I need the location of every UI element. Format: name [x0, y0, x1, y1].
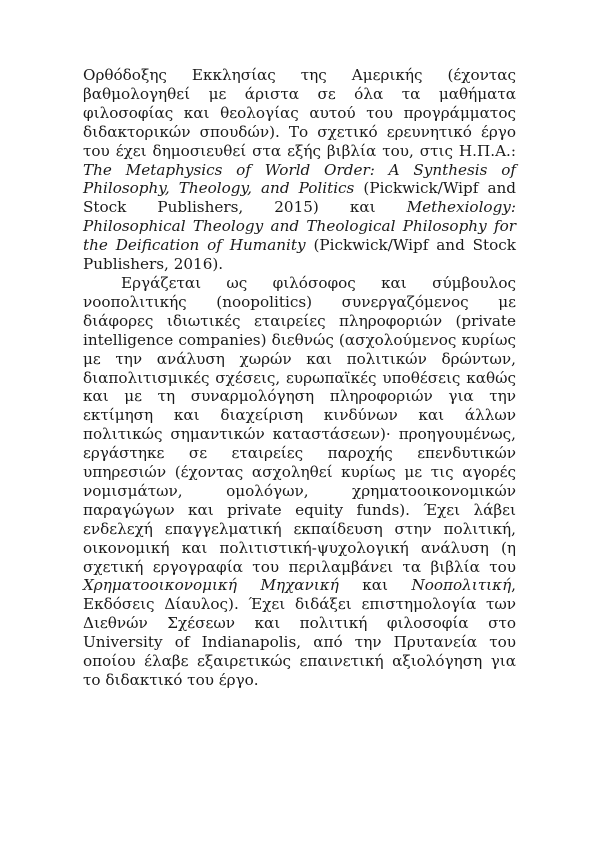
paragraph-education-publications — [83, 66, 516, 274]
paragraph-2-text-2: , Εκδόσεις Δίαυλος). Έχει διδάξει επιστημολογία των Διεθνών Σχέσεων και πολιτική φιλοσοφία στο University of Indianapolis, από την Πρυτανεία του οποίου έλαβε εξαιρετικώς επαινετική αξιολόγηση για το διδακτικό του έργο. — [83, 576, 516, 689]
book-title-methexiology: Methexiology: Philosophical Theology and Theological Philosophy for the Deification of Humanity — [83, 198, 516, 255]
paragraph-1-text-3: (Pickwick/Wipf and Stock Publishers, 2016). — [83, 236, 516, 274]
paragraph-2-text-1: Εργάζεται ως φιλόσοφος και σύμβουλος νοοπολιτικής (noopolitics) συνεργαζόμενος με διάφορες ιδιωτικές εταιρείες πληροφοριών (private intelligence companies) διεθνώς (ασχολούμενος κυρίως με την ανάλυση χωρών και πολιτικών δρώντων, διαπολιτισμικές σχέσεις, ευρωπαϊκές υποθέσεις καθώς και με τη συναρμολόγηση πληροφοριών για την εκτίμηση και διαχείριση κινδύνων και άλλων πολιτικώς σημαντικών καταστάσεων)· προηγουμένως, εργάστηκε σε εταιρείες παροχής επενδυτικών υπηρεσιών (έχοντας ασχοληθεί κυρίως με τις αγορές νομισμάτων, ομολόγων, χρηματοοικονομικών παραγώγων και private equity funds). Έχει λάβει ενδελεχή επαγγελματική εκπαίδευση στην πολιτική, οικονομική και πολιτιστική-ψυχολογική ανάλυση (η σχετική εργογραφία του περιλαμβάνει τα βιβλία του — [83, 273, 516, 576]
paragraph-1-text-2: (Pickwick/Wipf and Stock Publishers, 2015) και — [83, 179, 517, 217]
paragraph-1-text-1: Ορθόδοξης Εκκλησίας της Αμερικής (έχοντας βαθμολογηθεί με άριστα σε όλα τα μαθήματα φιλοσοφίας και θεολογίας αυτού του προγράμματος διδακτορικών σπουδών). Το σχετικό ερευνητικό έργο του έχει δημοσιευθεί στα εξής βιβλία του, στις Η.Π.Α.: — [83, 66, 516, 160]
paragraph-2-joiner: και — [338, 576, 412, 595]
book-title-metaphysics-of-world-order: The Metaphysics of World Order: A Synthesis of Philosophy, Theology, and Politics — [83, 160, 516, 198]
book-title-financial-engineering: Χρηματοοικονομική Μηχανική — [83, 576, 339, 595]
document-page — [83, 66, 516, 690]
paragraph-professional-work — [83, 274, 516, 690]
book-title-noopolitics: Νοοπολιτική — [411, 576, 512, 595]
